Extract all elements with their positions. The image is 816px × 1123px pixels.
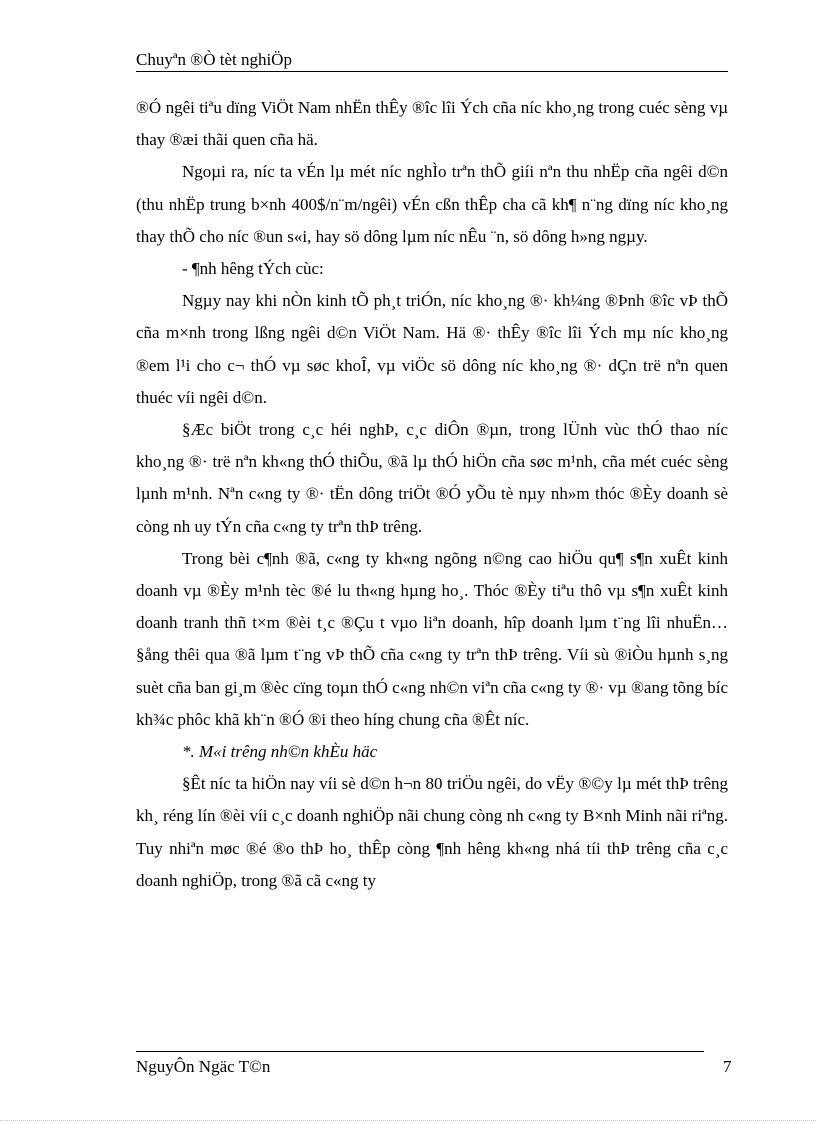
header-rule — [136, 71, 728, 72]
paragraph: ®Ó ngêi tiªu dïng ViÖt Nam nhËn thÊy ®îc lîi Ých cña níc kho¸ng trong cuéc sèng vµ thay ®æi thãi quen cña hä. — [136, 98, 728, 150]
running-header: Chuyªn ®Ò tèt nghiÖp — [136, 50, 292, 69]
paragraph: Ngµy nay khi nÒn kinh tÕ ph¸t triÓn, níc kho¸ng ®· kh¼ng ®Þnh ®îc vÞ thÕ cña m×nh trong lßng ngêi d©n ViÖt Nam. Hä ®· thÊy ®îc lîi Ých mµ níc kho¸ng ®em l¹i cho c¬ thÓ vµ søc khoÎ, vµ viÖc sö dông níc kho¸ng ®· dÇn trë nªn quen thuéc víi ngêi d©n. — [136, 291, 728, 407]
page-edge — [0, 1120, 816, 1121]
section-heading: - ¶nh hêng tÝch cùc: — [182, 259, 324, 279]
paragraph: §Êt níc ta hiÖn nay víi sè d©n h¬n 80 triÖu ngêi, do vËy ®©y lµ mét thÞ trêng kh¸ réng lín ®èi víi c¸c doanh nghiÖp nãi chung còng nh c«ng ty B×nh Minh nãi riªng. Tuy nhiªn møc ®é ®o thÞ ho¸ thÊp còng ¶nh hêng kh«ng nhá tíi thÞ trêng cña c¸c doanh nghiÖp, trong ®ã cã c«ng ty — [136, 774, 728, 890]
page-number: 7 — [723, 1057, 732, 1076]
footer-rule — [136, 1051, 704, 1052]
paragraph: Ngoµi ra, níc ta vÉn lµ mét níc nghÌo trªn thÕ giíi nªn thu nhËp cña ngêi d©n (thu nhËp trung b×nh 400$/n¨m/ngêi) vÉn cßn thÊp cha cã kh¶ n¨ng dïng níc kho¸ng thay thÕ cho níc ®un s«i, hay sö dông lµm níc nÊu ¨n, sö dông h»ng ngµy. — [136, 162, 728, 246]
section-heading: *. M«i trêng nh©n khÈu häc — [182, 742, 378, 762]
paragraph: Trong bèi c¶nh ®ã, c«ng ty kh«ng ngõng n©ng cao hiÖu qu¶ s¶n xuÊt kinh doanh vµ ®Èy m¹nh tèc ®é lu th«ng hµng ho¸. Thóc ®Èy tiªu thô vµ s¶n xuÊt kinh doanh tranh thñ t×m ®èi t¸c ®Çu t vµo liªn doanh, hîp doanh lµm t¨ng lîi nhuËn… §ång thêi qua ®ã lµm t¨ng vÞ thÕ cña c«ng ty trªn thÞ trêng. Víi sù ®iÒu hµnh s¸ng suèt cña ban gi¸m ®èc cïng toµn thÓ c«ng nh©n viªn cña c«ng ty ®· vµ ®ang tõng bíc kh¾c phôc khã kh¨n ®Ó ®i theo híng chung cña ®Êt níc. — [136, 548, 728, 729]
footer-author: NguyÔn Ngäc T©n — [136, 1057, 271, 1076]
body-text — [136, 92, 728, 897]
paragraph: §Æc biÖt trong c¸c héi nghÞ, c¸c diÔn ®µn, trong lÜnh vùc thÓ thao níc kho¸ng ®· trë nªn kh«ng thÓ thiÕu, ®ã lµ thÓ hiÖn cña søc m¹nh, cña mét cuéc sèng lµnh m¹nh. Nªn c«ng ty ®· tËn dông triÖt ®Ó yÕu tè nµy nh»m thóc ®Èy doanh sè còng nh uy tÝn cña c«ng ty trªn thÞ trêng. — [136, 420, 728, 536]
